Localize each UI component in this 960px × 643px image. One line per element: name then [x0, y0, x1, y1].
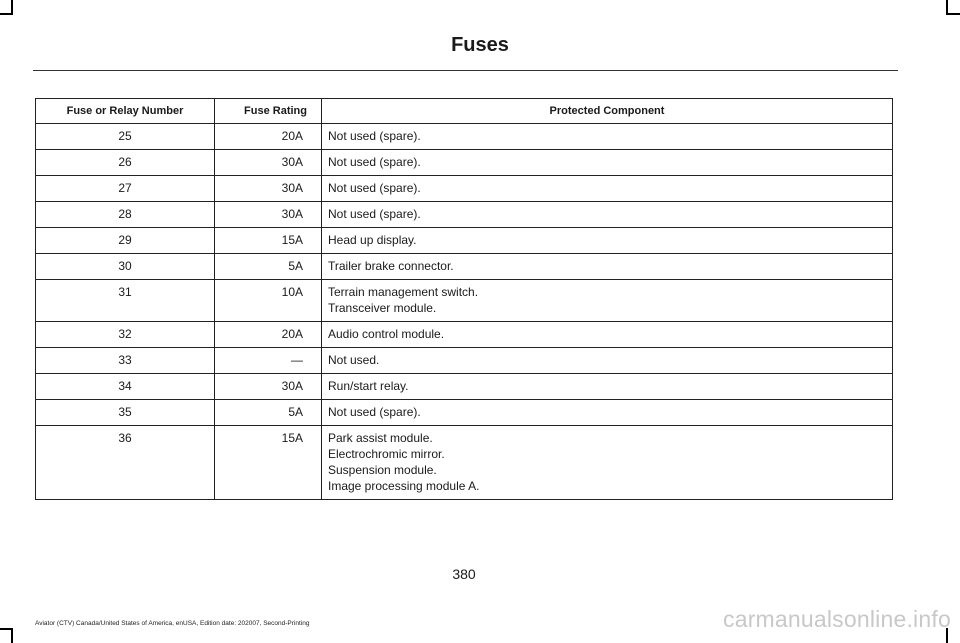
table-row [36, 124, 893, 150]
fuse-number-cell: 31 [36, 280, 215, 322]
fuse-rating-cell: 15A [215, 426, 322, 500]
fuse-rating-cell: — [215, 348, 322, 374]
table-row [36, 280, 893, 322]
component-line: Park assist module. [328, 431, 433, 445]
fuse-number-cell: 29 [36, 228, 215, 254]
fuse-number-cell: 27 [36, 176, 215, 202]
fuse-rating-cell: 30A [215, 150, 322, 176]
fuse-rating-cell: 20A [215, 124, 322, 150]
protected-component-cell [322, 280, 893, 322]
component-line: Audio control module. [328, 327, 445, 341]
column-header-number: Fuse or Relay Number [36, 99, 215, 124]
fuse-number-cell: 25 [36, 124, 215, 150]
fuse-rating-cell: 5A [215, 254, 322, 280]
table-row [36, 202, 893, 228]
component-line: Transceiver module. [328, 301, 437, 315]
fuse-table [35, 98, 893, 500]
fuse-number-cell: 36 [36, 426, 215, 500]
table-row [36, 374, 893, 400]
protected-component-cell [322, 124, 893, 150]
crop-mark-bottom-left-h [0, 628, 13, 630]
component-line: Terrain management switch. [328, 285, 479, 299]
table-row [36, 176, 893, 202]
component-line: Trailer brake connector. [328, 259, 454, 273]
watermark: carmanualsonline.info [723, 606, 951, 632]
table-row [36, 228, 893, 254]
crop-mark-top-right-v [946, 0, 948, 14]
component-line: Electrochromic mirror. [328, 447, 445, 461]
protected-component-cell [322, 176, 893, 202]
fuse-number-cell: 32 [36, 322, 215, 348]
component-line: Head up display. [328, 233, 417, 247]
table-body [36, 124, 893, 500]
table-row [36, 400, 893, 426]
crop-mark-top-left-h [0, 13, 13, 15]
column-header-rating: Fuse Rating [215, 99, 322, 124]
protected-component-cell [322, 400, 893, 426]
fuse-rating-cell: 10A [215, 280, 322, 322]
protected-component-cell [322, 202, 893, 228]
component-line: Not used (spare). [328, 405, 421, 419]
component-line: Not used (spare). [328, 181, 421, 195]
header-rule [33, 70, 898, 71]
page-title: Fuses [451, 34, 509, 56]
column-header-component: Protected Component [322, 99, 893, 124]
fuse-rating-cell: 30A [215, 202, 322, 228]
table-row [36, 254, 893, 280]
crop-mark-top-right-h [946, 13, 960, 15]
fuse-rating-cell: 5A [215, 400, 322, 426]
component-line: Run/start relay. [328, 379, 409, 393]
protected-component-cell [322, 228, 893, 254]
component-line: Not used. [328, 353, 380, 367]
page-header [0, 34, 960, 57]
fuse-rating-cell: 30A [215, 176, 322, 202]
protected-component-cell [322, 374, 893, 400]
component-line: Suspension module. [328, 463, 437, 477]
page-number: 380 [452, 566, 476, 582]
protected-component-cell [322, 322, 893, 348]
fuse-number-cell: 28 [36, 202, 215, 228]
fuse-number-cell: 34 [36, 374, 215, 400]
crop-mark-bottom-left-v [11, 628, 13, 643]
table-header-row [36, 99, 893, 124]
fuse-number-cell: 30 [36, 254, 215, 280]
component-line: Image processing module A. [328, 479, 480, 493]
fuse-rating-cell: 20A [215, 322, 322, 348]
fuse-number-cell: 33 [36, 348, 215, 374]
component-line: Not used (spare). [328, 155, 421, 169]
table-row [36, 426, 893, 500]
fuse-rating-cell: 30A [215, 374, 322, 400]
table-row [36, 348, 893, 374]
protected-component-cell [322, 426, 893, 500]
fuse-number-cell: 35 [36, 400, 215, 426]
page-footer: Aviator (CTV) Canada/United States of America, enUSA, Edition date: 202007, Second-Printing [35, 620, 310, 627]
protected-component-cell [322, 254, 893, 280]
component-line: Not used (spare). [328, 207, 421, 221]
crop-mark-top-left-v [11, 0, 13, 14]
fuse-rating-cell: 15A [215, 228, 322, 254]
table-row [36, 150, 893, 176]
protected-component-cell [322, 150, 893, 176]
fuse-number-cell: 26 [36, 150, 215, 176]
component-line: Not used (spare). [328, 129, 421, 143]
table-row [36, 322, 893, 348]
protected-component-cell [322, 348, 893, 374]
